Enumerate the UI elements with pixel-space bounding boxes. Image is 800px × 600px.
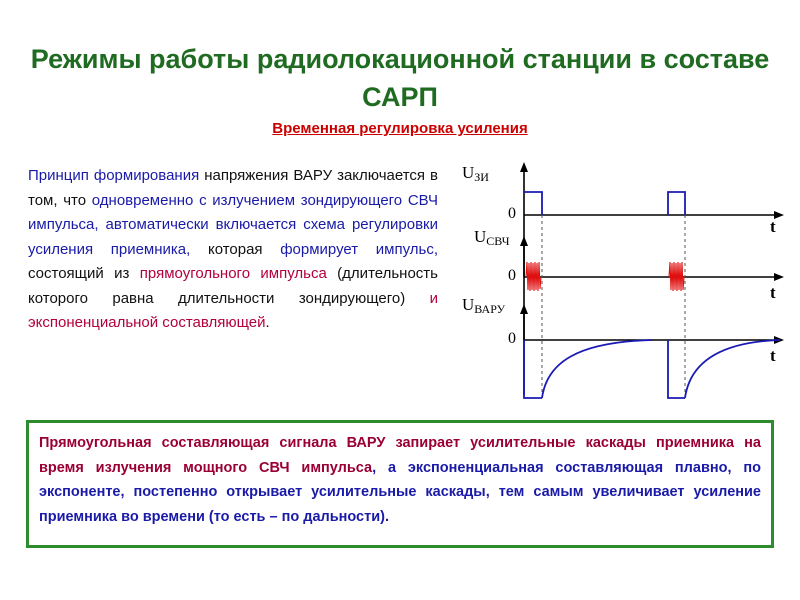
principle-highlight: формирует импульс, <box>280 240 439 258</box>
u-varu-label: UВАРУ <box>462 295 506 316</box>
conclusion-exp-text: , а экспоненциальная составляющая плавно, по экспоненте, постепенно открывает усилительные каскады, тем самым увеличивает усиление приемника во времени (то есть – по дальности). <box>39 459 761 525</box>
principle-text: напряжения ВАРУ заключается в том, что <box>28 167 438 209</box>
arrow-icon <box>520 162 528 172</box>
principle-highlight: одновременно с излучением зондирующего СВЧ импульса, автоматически включается схема регулировки усиления приемника, <box>28 191 438 258</box>
time-label: t <box>770 217 776 236</box>
zero-label: 0 <box>508 205 516 222</box>
u-varu-pulse-1 <box>524 340 542 398</box>
arrow-icon <box>520 304 528 314</box>
principle-text: которая <box>190 240 281 258</box>
zero-label: 0 <box>508 267 516 284</box>
u-zi-pulse-2 <box>668 192 685 215</box>
u-varu-pulse-2 <box>668 340 685 398</box>
principle-lead: Принцип формирования <box>28 167 200 184</box>
zero-label: 0 <box>508 330 516 347</box>
principle-rect-pulse: прямоугольного импульса <box>139 265 327 282</box>
u-svch-burst-2 <box>669 262 684 291</box>
u-varu-exp-2 <box>685 340 780 398</box>
arrow-icon <box>520 236 528 246</box>
slide-subtitle: Временная регулировка усиления <box>272 120 528 137</box>
u-zi-pulse-1 <box>524 192 542 215</box>
time-label: t <box>770 346 776 365</box>
slide-title: Режимы работы радиолокационной станции в составе САРП <box>30 44 770 112</box>
principle-text: (длительность которого равна длительности зондирующего) <box>28 265 438 307</box>
conclusion-box <box>26 420 774 548</box>
time-label: t <box>770 283 776 302</box>
principle-text: состоящий из <box>28 265 140 282</box>
principle-paragraph <box>28 164 438 336</box>
principle-text: . <box>265 314 270 331</box>
u-varu-exp-1 <box>542 340 652 398</box>
principle-exp-component: и экспоненциальной составляющей <box>28 289 438 331</box>
arrow-icon <box>774 273 784 281</box>
conclusion-rect-text: Прямоугольная составляющая сигнала ВАРУ запирает усилительные каскады приемника на время излучения мощного СВЧ импульса <box>39 435 761 476</box>
u-svch-label: UСВЧ <box>474 227 510 248</box>
u-zi-label: UЗИ <box>462 163 489 184</box>
u-svch-burst-1 <box>526 262 541 291</box>
waveform-diagram <box>450 150 790 410</box>
